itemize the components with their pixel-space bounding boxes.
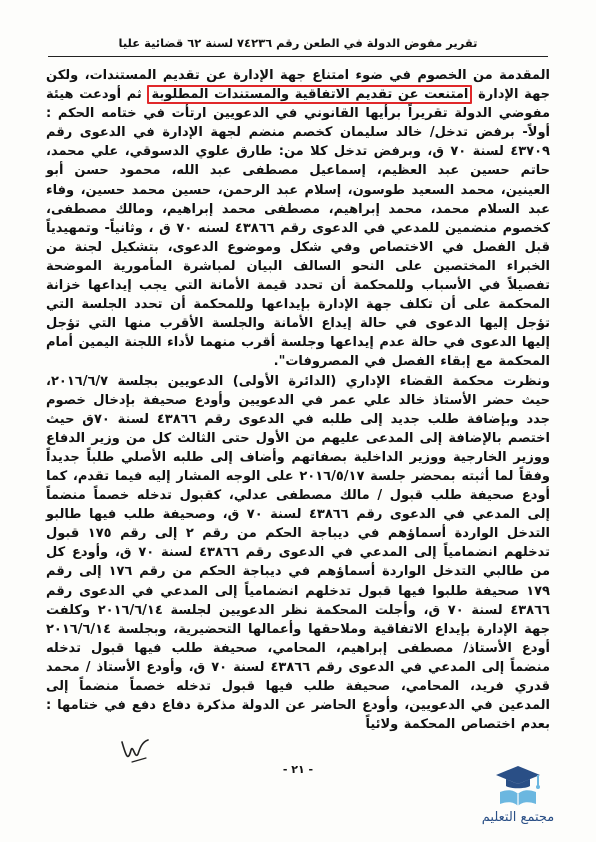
signature-mark: [118, 736, 152, 766]
paragraph-1-rest: ثم أودعت هيئة مفوضي الدولة تقريراً برأيها القانوني في الدعويين ارتأت في ختامه الحكم : أولاً- برفض تدخل/ خالد سليمان كخصم منضم لجهة الإدارة في الدعوى رقم ٤٣٧٠٩ لسنة ٧٠ ق، وبرفض تدخل كلا من: طارق علوي الدسوقي، علي محمد، حاتم حسين عبد العظيم، إسماعيل مصطفى عبد الله، محمود حسن أبو العينين، محمد السعيد طوسون، إسلام عبد الرحمن، حسين محمد حسين، وفاء عبد السلام محمد، محمد إبراهيم، مصطفى محمد إبراهيم، ومالك مصطفى، كخصوم منضمين للمدعي في الدعوى رقم ٤٣٨٦٦ لسنه ٧٠ ق ، وثانياً- وتمهيدياً قبل الفصل في الاختصاص وفي شكل وموضوع الدعوى، بتشكيل لجنة من الخبراء المختصين على النحو السالف البيان لمباشرة المأمورية الموضحة تفصيلاً في الأسباب وللمحكمة أن تحدد قيمة الأمانة التي يجب إيداعها خزانة المحكمة على أن تكلف جهة الإدارة بإيداعها وللمحكمة أن تحدد الجلسة التي تؤجل إليها الدعوى في حالة إيداع الأمانة والجلسة الأقرب منها التي تؤجل إليها الدعوى في حالة عدم إيداعها وجلسة أقرب منهما لأداء اللجنة اليمين أمام المحكمة مع إبقاء الفصل في المصروفات".: [46, 87, 550, 370]
watermark: [448, 764, 588, 834]
highlighted-phrase: امتنعت عن تقديم الاتفاقية والمستندات المطلوبة: [147, 85, 472, 104]
document-body: [46, 66, 550, 734]
page-number: - ٢١ -: [282, 763, 314, 776]
watermark-text: مجتمع التعليم: [481, 810, 555, 825]
document-header: تقرير مفوض الدولة في الطعن رقم ٧٤٢٣٦ لسنة ٦٢ قضائية عليا: [118, 36, 478, 50]
paragraph-1-start: المقدمة من الخصوم في ضوء امتناع جهة الإدارة عن تقديم المستندات، ولكن جهة الإدارة: [46, 68, 551, 103]
header-divider: [48, 56, 548, 57]
paragraph-2: ونظرت محكمة القضاء الإداري (الدائرة الأولى) الدعويين بجلسة ٢٠١٦/٦/٧، حيث حضر الأستاذ خالد علي عمر في الدعويين وأودع صحيفة بإدخال خصوم جدد وبإضافة طلب جديد إلى طلبه في الدعوى رقم ٤٣٨٦٦ لسنة ٧٠ق حيث اختصم بالإضافة إلى المدعى عليهم من الأول حتى الثالث كل من وزير الدفاع ووزير الخارجية ووزير الداخلية بصفاتهم وأضاف إلى طلبه الأصلي طلباً جديداً وفقاً لما أثبته بمحضر جلسة ٢٠١٦/٥/١٧ على الوجه المشار إليه فيما تقدم، كما أودع صحيفة طلب قبول / مالك مصطفى عدلي، كقبول تدخله خصماً منضماً إلى المدعي في الدعوى رقم ٤٣٨٦٦ لسنة ٧٠ ق، وصحيفة طلب فيها طالبو التدخل الواردة أسماؤهم في ديباجة الحكم من رقم ٢ إلى رقم ١٧٥ قبول تدخلهم انضمامياً إلى المدعي في الدعوى رقم ٤٣٨٦٦ لسنة ٧٠ ق، وأودع كل من طالبي التدخل الواردة أسماؤهم في ديباجة الحكم من رقم ١٧٦ إلى رقم ١٧٩ صحيفة طلبوا فيها قبول تدخلهم انضمامياً إلى المدعي في الدعوى رقم ٤٣٨٦٦ لسنة ٧٠ ق، وأجلت المحكمة نظر الدعويين لجلسة ٢٠١٦/٦/١٤ وكلفت جهة الإدارة بإيداع الاتفاقية وملاحقها وأعمالها التحضيرية، وبجلسة ٢٠١٦/٦/١٤ أودع الأستاذ/ مصطفى إبراهيم، المحامي، صحيفة طلب فيها قبول تدخله منضماً إلى المدعي في الدعوى رقم ٤٣٨٦٦ لسنة ٧٠ ق، وأودع الأستاذ / محمد قدري فريد، المحامي، صحيفة طلب فيها قبول تدخله خصماً منضماً إلى المدعين في الدعويين، وأودع الحاضر عن الدولة مذكرة دفاع دفع في ختامها : بعدم اختصاص المحكمة ولائياً: [46, 373, 551, 733]
graduation-cap-book-icon: [494, 764, 542, 808]
paragraph-1: [46, 66, 550, 372]
